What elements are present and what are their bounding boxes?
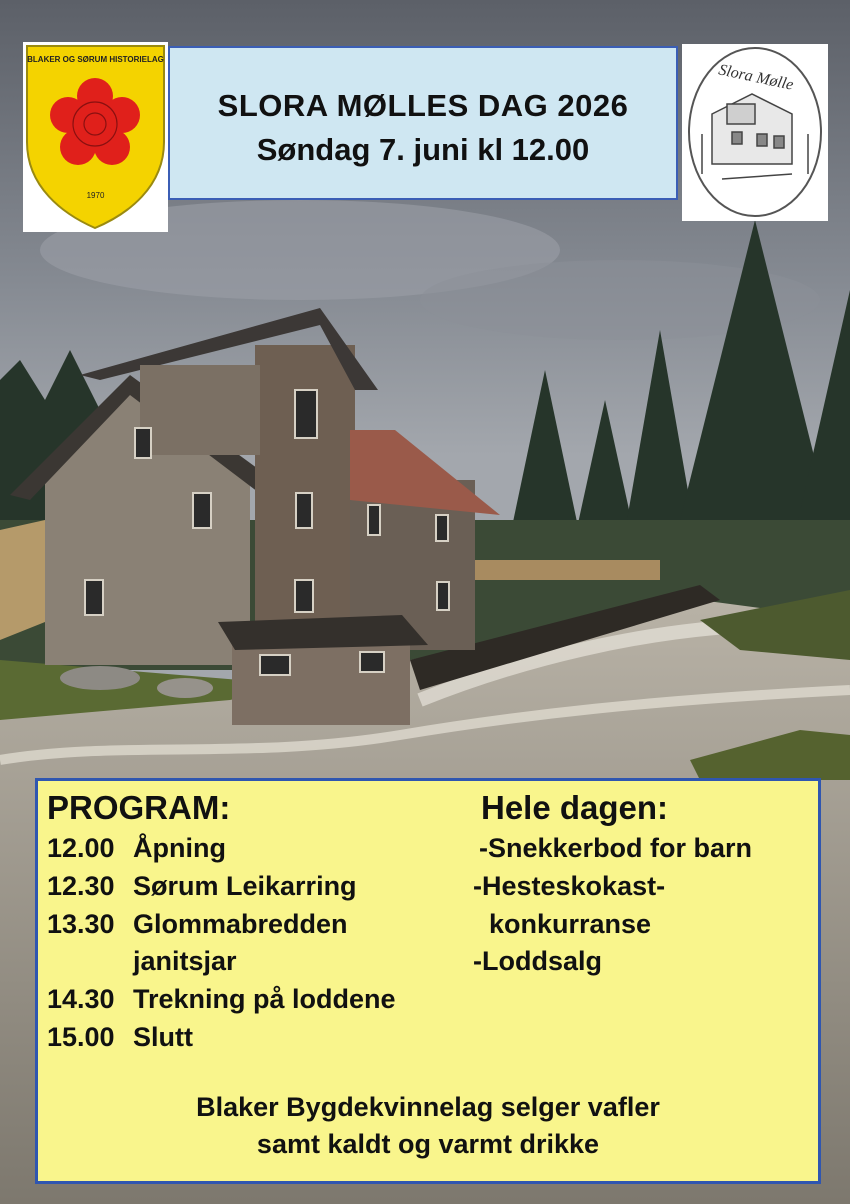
- refreshments-note: [38, 1089, 818, 1163]
- historielag-year: 1970: [86, 191, 105, 200]
- program-heading: PROGRAM:: [47, 789, 231, 826]
- program-time: 12.30: [47, 871, 115, 901]
- program-item: Trekning på loddene: [133, 984, 396, 1014]
- program-time: 12.00: [47, 833, 115, 863]
- historielag-name: BLAKER OG SØRUM HISTORIELAG: [27, 55, 164, 64]
- program-time: 15.00: [47, 1022, 115, 1052]
- title-banner: [168, 46, 678, 200]
- slora-molle-logo: [682, 44, 828, 221]
- allday-item: -Loddsalg: [473, 946, 602, 976]
- program-item: Slutt: [133, 1022, 193, 1052]
- refreshments-line: samt kaldt og varmt drikke: [256, 1129, 600, 1159]
- allday-item: -Snekkerbod for barn: [479, 833, 753, 863]
- event-title: SLORA MØLLES DAG 2026: [217, 88, 629, 123]
- program-item-continued: janitsjar: [133, 946, 237, 976]
- event-date: Søndag 7. juni kl 12.00: [256, 132, 590, 167]
- program-time: 13.30: [47, 909, 115, 939]
- slora-molle-name: Slora Mølle: [716, 61, 795, 94]
- program-item: Glommabredden: [133, 909, 348, 939]
- program-item: Åpning: [133, 833, 226, 863]
- program-item: Sørum Leikarring: [133, 871, 357, 901]
- historielag-logo: [23, 42, 168, 232]
- allday-item: -Hesteskokast-: [473, 871, 666, 901]
- program-panel: [35, 778, 821, 1184]
- allday-item-continued: konkurranse: [489, 909, 652, 939]
- refreshments-line: Blaker Bygdekvinnelag selger vafler: [196, 1092, 660, 1122]
- allday-heading: Hele dagen:: [481, 789, 669, 826]
- program-time: 14.30: [47, 984, 115, 1014]
